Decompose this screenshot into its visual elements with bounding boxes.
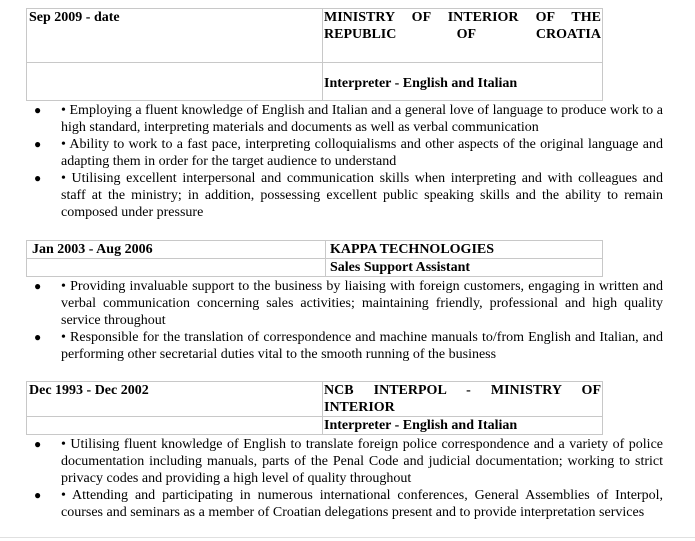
job-date-blank: [27, 417, 323, 435]
list-item: ● • Responsible for the translation of correspondence and machine manuals to/from English and Italian, and performing other secretarial duties vital to the smooth running of the business: [34, 330, 663, 362]
job-table-1: [26, 8, 603, 101]
bullet-icon: ●: [34, 488, 42, 502]
bullet-icon: ●: [34, 279, 42, 293]
bullet-icon: ●: [34, 103, 42, 117]
job-duties-list-1: [34, 102, 663, 221]
job-role: Interpreter - English and Italian: [323, 63, 603, 101]
job-role: Interpreter - English and Italian: [323, 417, 603, 435]
bullet-icon: ●: [34, 171, 42, 185]
job-date: Sep 2009 - date: [27, 9, 323, 63]
job-table-3: [26, 381, 603, 435]
page-divider: [0, 537, 695, 538]
list-item: ● • Ability to work to a fast pace, interpreting colloquialisms and other aspects of the original language and adapting them in order for the target audience to understand: [34, 137, 663, 169]
list-item: ● • Employing a fluent knowledge of English and Italian and a general love of language to produce work to a high standard, interpreting materials and documents as well as verbal communication: [34, 103, 663, 135]
job-employer: NCB INTERPOL - MINISTRY OF INTERIOR: [324, 383, 601, 415]
job-date-blank: [27, 63, 323, 101]
list-item: ● • Providing invaluable support to the business by liaising with foreign customers, engaging in written and verbal communication concerning sales activities; maintaining friendly, professional and high quality service throughout: [34, 279, 663, 328]
bullet-icon: ●: [34, 330, 42, 344]
job-duties-list-3: [34, 436, 663, 521]
list-item: ● • Utilising fluent knowledge of English to translate foreign police correspondence and a variety of police documentation including manuals, parts of the Penal Code and judicial documentation; working to strict privacy codes and providing a high level of quality throughout: [34, 437, 663, 486]
job-date: Dec 1993 - Dec 2002: [27, 382, 323, 417]
list-item: ● • Attending and participating in numerous international conferences, General Assemblies of Interpol, courses and seminars as a member of Croatian delegations present and to provide interpretation services: [34, 488, 663, 520]
job-date: Jan 2003 - Aug 2006: [27, 241, 326, 259]
job-employer: KAPPA TECHNOLOGIES: [326, 241, 603, 259]
job-duties-list-2: [34, 278, 663, 363]
job-role: Sales Support Assistant: [326, 259, 603, 277]
job-employer: MINISTRY OF INTERIOR OF THE REPUBLIC OF CROATIA: [323, 9, 603, 63]
bullet-icon: ●: [34, 137, 42, 151]
list-item: ● • Utilising excellent interpersonal and communication skills when interpreting and with colleagues and staff at the ministry; in addition, possessing excellent public speaking skills and the ability to remain composed under pressure: [34, 171, 663, 220]
job-date-blank: [27, 259, 326, 277]
bullet-icon: ●: [34, 437, 42, 451]
job-table-2: [26, 240, 603, 277]
